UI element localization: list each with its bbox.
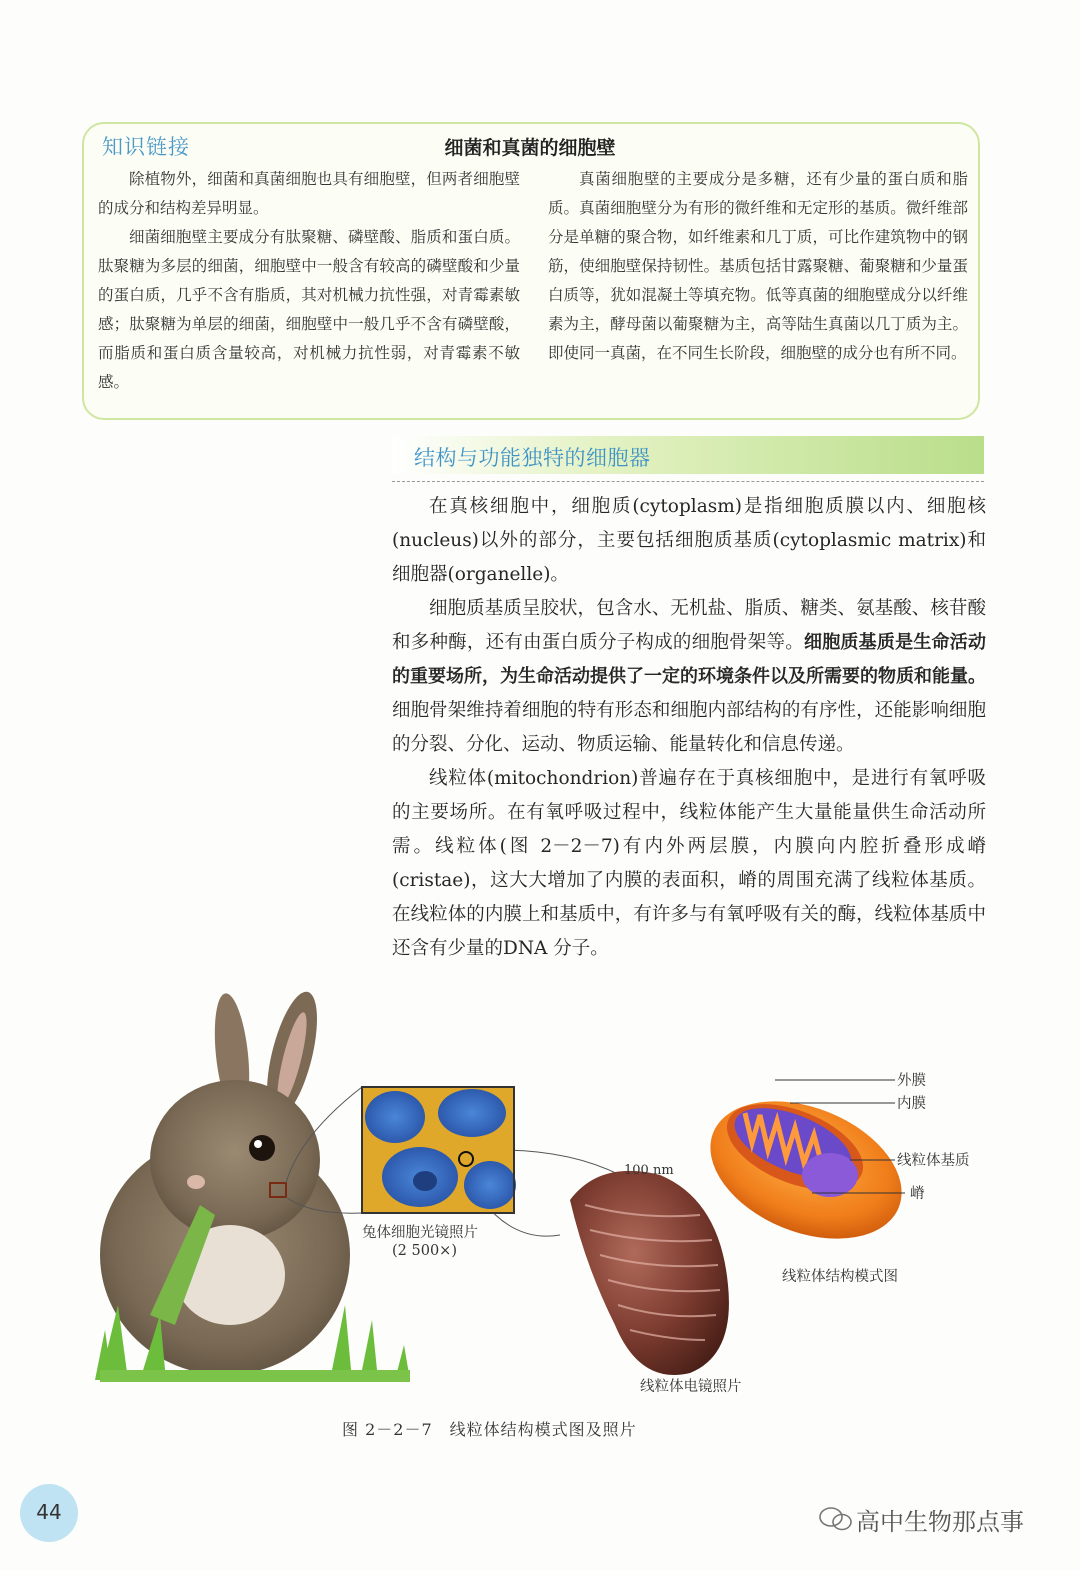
knowledge-box-left-column (98, 165, 520, 397)
section-divider (392, 481, 984, 482)
cristae-label: 嵴 (910, 1186, 925, 1202)
electron-micrograph (570, 1171, 729, 1375)
paragraph-cytoplasm: 在真核细胞中，细胞质(cytoplasm)是指细胞质膜以内、细胞核(nucleus)以外的部分，主要包括细胞质基质(cytoplasmic matrix)和细胞器(organelle)。 (392, 496, 986, 585)
paragraph-matrix (392, 592, 986, 762)
scale-bar-label: 100 nm (624, 1163, 674, 1178)
main-text (392, 490, 986, 966)
paragraph-text: 细胞质基质呈胶状，包含水、无机盐、脂质、糖类、氨基酸、核苷酸和多种酶，还有由蛋白质分子构成的细胞骨架等。 (392, 598, 986, 653)
knowledge-link-label: 知识链接 (102, 135, 190, 159)
inner-membrane-label: 内膜 (897, 1096, 926, 1112)
box-paragraph: 除植物外，细菌和真菌细胞也具有细胞壁，但两者细胞壁的成分和结构差异明显。 (98, 170, 520, 217)
knowledge-box-right-column (548, 165, 968, 368)
mitochondrion-model (690, 1075, 922, 1265)
wechat-icon (818, 1506, 854, 1532)
matrix-label: 线粒体基质 (897, 1153, 970, 1169)
paragraph-mitochondrion: 线粒体(mitochondrion)普遍存在于真核细胞中，是进行有氧呼吸的主要场所。在有氧呼吸过程中，线粒体能产生大量能量供生命活动所需。线粒体(图 2－2－7)有内外两层膜，内膜向内腔折叠形成嵴(cristae)，这大大增加了内膜的表面积，嵴的周围充满了线粒体基质。在线粒体的内膜上和基质中，有许多与有氧呼吸有关的酶，线粒体基质中还含有少量的DNA 分子。 (392, 768, 986, 959)
box-paragraph: 真菌细胞壁的主要成分是多糖，还有少量的蛋白质和脂质。真菌细胞壁分为有形的微纤维和无定形的基质。微纤维部分是单糖的聚合物，如纤维素和几丁质，可比作建筑物中的钢筋，使细胞壁保持韧性。基质包括甘露聚糖、葡聚糖和少量蛋白质等，犹如混凝土等填充物。低等真菌的细胞壁成分以纤维素为主，酵母菌以葡聚糖为主，高等陆生真菌以几丁质为主。即使同一真菌，在不同生长阶段，细胞壁的成分也有所不同。 (548, 170, 968, 362)
micrograph-label: 兔体细胞光镜照片 (362, 1225, 478, 1241)
page-number: 44 (36, 1500, 62, 1524)
bold-statement: 细胞质基质是生命活动的重要场所，为生命活动提供了一定的环境条件以及所需要的物质和能量。 (392, 632, 986, 687)
model-label: 线粒体结构模式图 (782, 1269, 898, 1285)
light-micrograph (362, 1087, 516, 1213)
figure-caption: 图 2－2－7 线粒体结构模式图及照片 (342, 1420, 637, 1439)
knowledge-box-title: 细菌和真菌的细胞壁 (444, 137, 616, 159)
outer-membrane-label: 外膜 (897, 1073, 926, 1089)
watermark-text: 高中生物那点事 (856, 1508, 1024, 1536)
em-photo-label: 线粒体电镜照片 (640, 1379, 742, 1395)
micrograph-magnification: (2 500×) (392, 1243, 457, 1259)
paragraph-text: 细胞骨架维持着细胞的特有形态和细胞内部结构的有序性，还能影响细胞的分裂、分化、运动、物质运输、能量转化和信息传递。 (392, 700, 986, 755)
section-title: 结构与功能独特的细胞器 (414, 446, 651, 470)
box-paragraph: 细菌细胞壁主要成分有肽聚糖、磷壁酸、脂质和蛋白质。肽聚糖为多层的细菌，细胞壁中一般含有较高的磷壁酸和少量的蛋白质，几乎不含有脂质，其对机械力抗性强，对青霉素敏感；肽聚糖为单层的细菌，细胞壁中一般几乎不含有磷壁酸，而脂质和蛋白质含量较高，对机械力抗性弱，对青霉素不敏感。 (98, 228, 520, 391)
figure-2-2-7 (0, 985, 1080, 1405)
